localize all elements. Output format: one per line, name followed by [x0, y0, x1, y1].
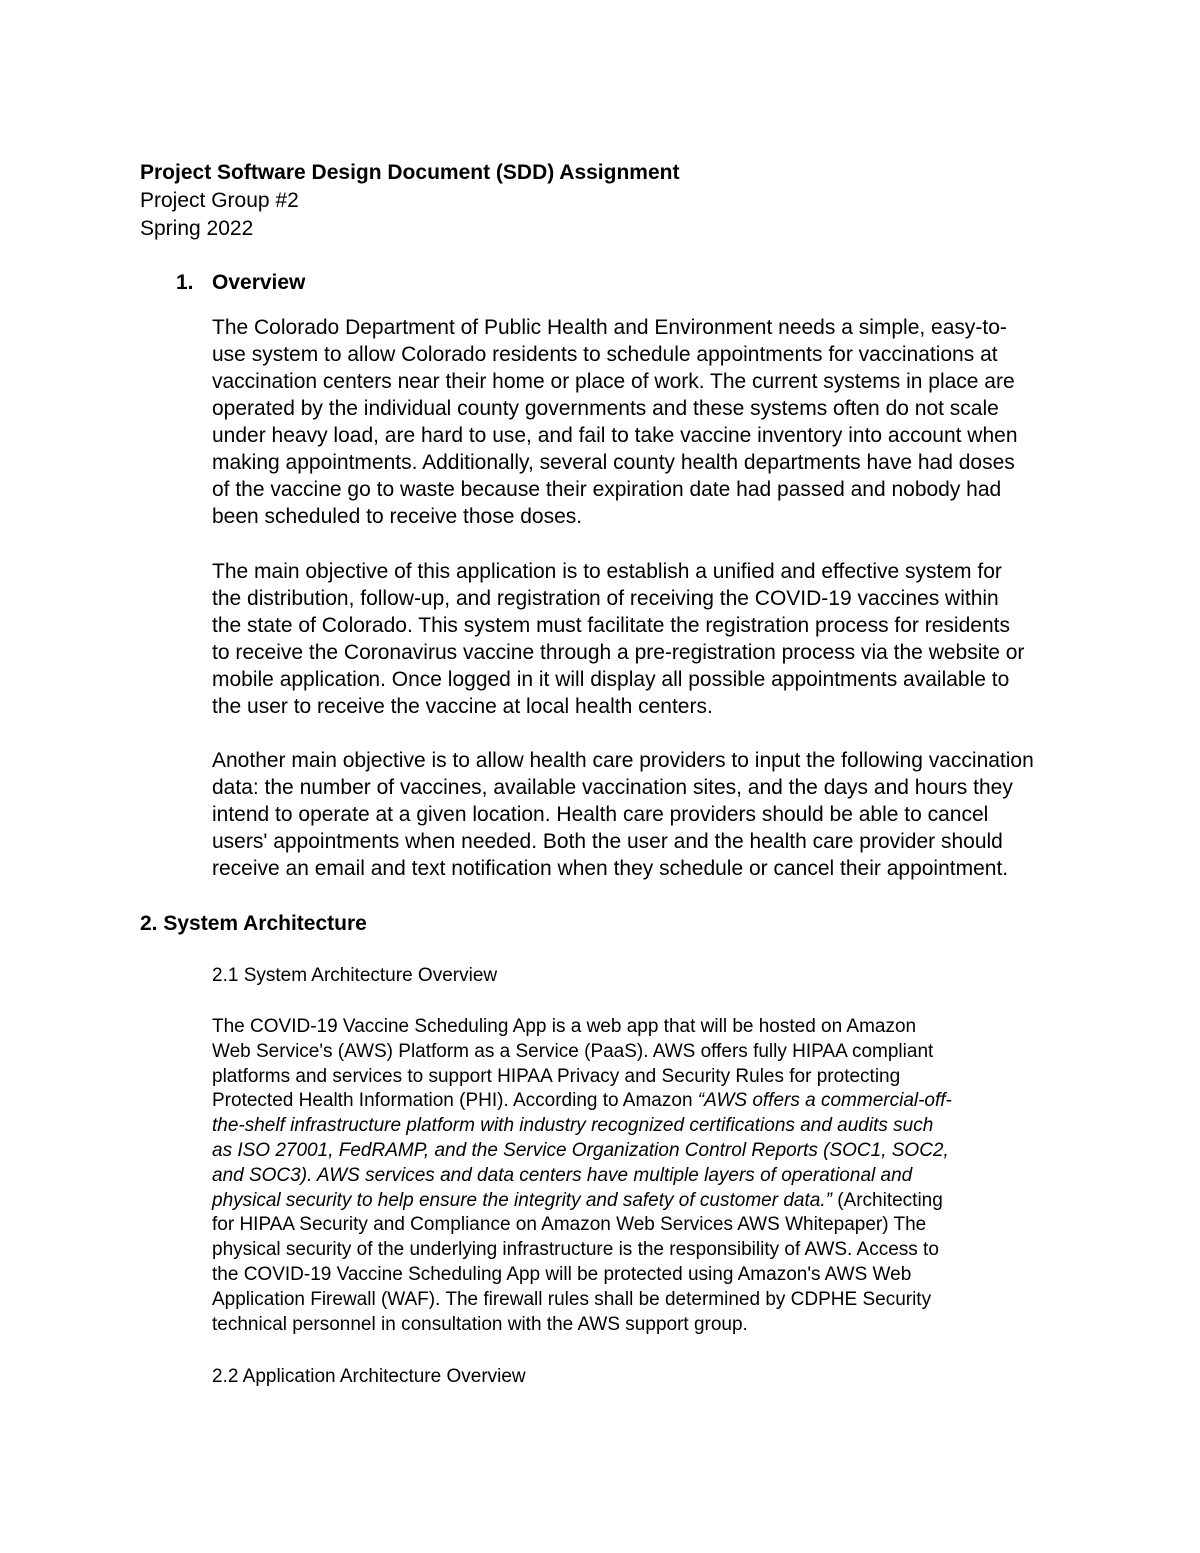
text-line: making appointments. Additionally, several county health departments have had doses	[212, 451, 1015, 474]
text-line: under heavy load, are hard to use, and fail to take vaccine inventory into account when	[212, 424, 1018, 447]
subsection-2-1-heading: 2.1 System Architecture Overview	[212, 965, 498, 986]
text-line	[212, 1189, 1072, 1214]
text-line: use system to allow Colorado residents to schedule appointments for vaccinations at	[212, 343, 998, 366]
term: Spring 2022	[140, 217, 254, 240]
architecture-overview-paragraph	[212, 1015, 1072, 1337]
overview-paragraph-1	[212, 314, 1142, 530]
section-2-heading: 2. System Architecture	[140, 912, 367, 935]
text-line: Another main objective is to allow health care providers to input the following vaccination	[212, 749, 1034, 772]
text-line: The COVID-19 Vaccine Scheduling App is a web app that will be hosted on Amazon	[212, 1016, 917, 1037]
quote-run: “AWS offers a commercial-off-	[697, 1090, 952, 1112]
text-line: the state of Colorado. This system must facilitate the registration process for residents	[212, 614, 1010, 637]
text-line: intend to operate at a given location. Health care providers should be able to cancel	[212, 803, 989, 826]
text-line: to receive the Coronavirus vaccine through a pre-registration process via the website or	[212, 641, 1025, 664]
text-line: vaccination centers near their home or place of work. The current systems in place are	[212, 370, 1015, 393]
section-1-heading	[176, 269, 305, 297]
text-line: users' appointments when needed. Both the user and the health care provider should	[212, 830, 1003, 853]
section-1-number: 1.	[176, 271, 194, 294]
text-line: operated by the individual county governments and these systems often do not scale	[212, 397, 999, 420]
text-line: of the vaccine go to waste because their expiration date had passed and nobody had	[212, 478, 1002, 501]
overview-paragraph-3	[212, 747, 1142, 882]
quote-line: as ISO 27001, FedRAMP, and the Service Organization Control Reports (SOC1, SOC2,	[212, 1139, 949, 1161]
text-line: been scheduled to receive those doses.	[212, 505, 583, 528]
text-line	[212, 1089, 1072, 1114]
text-line: data: the number of vaccines, available vaccination sites, and the days and hours they	[212, 776, 1013, 799]
text-line: The main objective of this application is to establish a unified and effective system for	[212, 560, 1002, 583]
text-run: Protected Health Information (PHI). According to Amazon	[212, 1090, 698, 1112]
text-line: physical security of the underlying infrastructure is the responsibility of AWS. Access to	[212, 1239, 939, 1261]
text-line: technical personnel in consultation with the AWS support group.	[212, 1313, 748, 1335]
project-group: Project Group #2	[140, 189, 299, 212]
quote-line: the-shelf infrastructure platform with industry recognized certifications and audits such	[212, 1115, 934, 1137]
subsection-2-2-heading: 2.2 Application Architecture Overview	[212, 1366, 526, 1387]
text-line: mobile application. Once logged in it will display all possible appointments available to	[212, 668, 1010, 691]
text-line: the COVID-19 Vaccine Scheduling App will be protected using Amazon's AWS Web	[212, 1263, 912, 1285]
text-line: receive an email and text notification when they schedule or cancel their appointment.	[212, 857, 1009, 880]
text-run: (Architecting	[831, 1189, 943, 1211]
text-line: platforms and services to support HIPAA Privacy and Security Rules for protecting	[212, 1065, 901, 1087]
text-line: the distribution, follow-up, and registration of receiving the COVID-19 vaccines within	[212, 587, 999, 610]
overview-paragraph-2	[212, 558, 1142, 720]
text-line: the user to receive the vaccine at local health centers.	[212, 695, 713, 718]
section-1-title: Overview	[212, 271, 306, 294]
text-line: Application Firewall (WAF). The firewall rules shall be determined by CDPHE Security	[212, 1288, 932, 1310]
quote-line: and SOC3). AWS services and data centers have multiple layers of operational and	[212, 1164, 913, 1186]
text-line: for HIPAA Security and Compliance on Amazon Web Services AWS Whitepaper) The	[212, 1214, 927, 1236]
text-line: The Colorado Department of Public Health and Environment needs a simple, easy-to-	[212, 316, 1007, 339]
quote-run: physical security to help ensure the integrity and safety of customer data.”	[212, 1189, 832, 1211]
document-title: Project Software Design Document (SDD) Assignment	[140, 161, 680, 184]
text-line: Web Service's (AWS) Platform as a Service (PaaS). AWS offers fully HIPAA compliant	[212, 1040, 934, 1062]
